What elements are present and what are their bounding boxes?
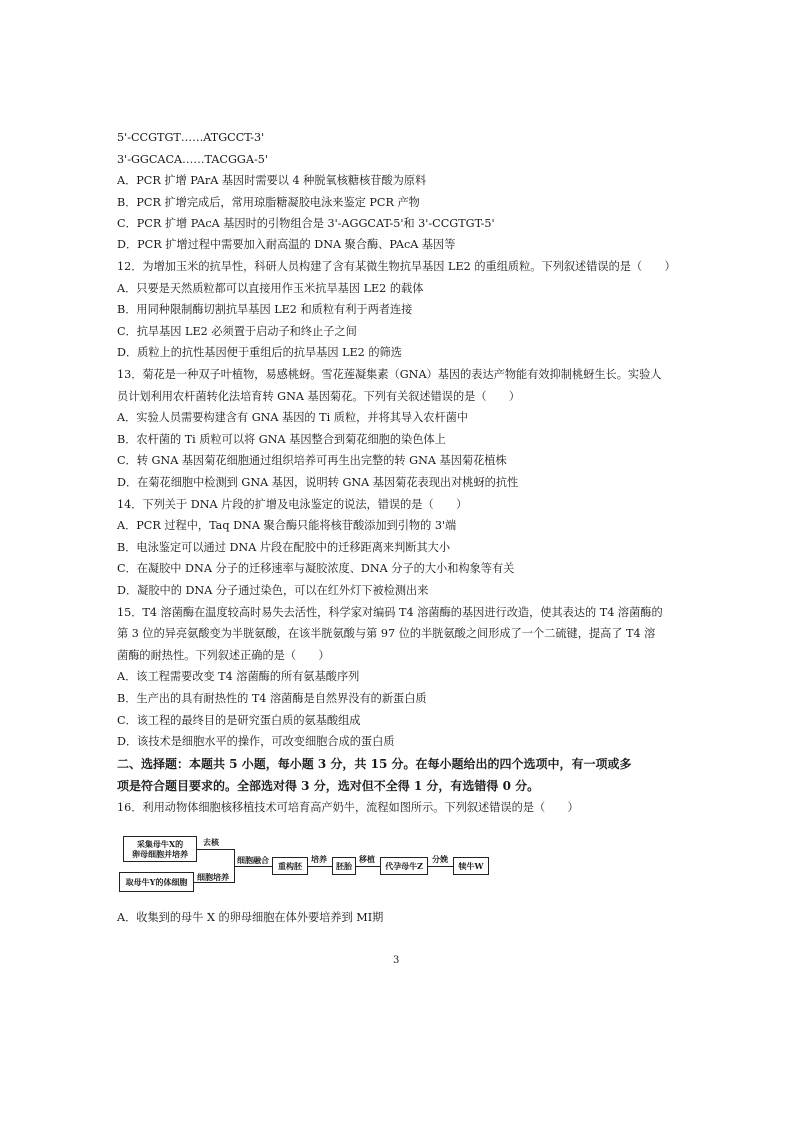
q14-option-a: A．PCR 过程中，Taq DNA 聚合酶只能将核苷酸添加到引物的 3'端 — [117, 519, 457, 532]
q14-option-c: C．在凝胶中 DNA 分子的迁移速率与凝胶浓度、DNA 分子的大小和构象等有关 — [117, 562, 515, 575]
connector-x — [197, 849, 235, 850]
q14-option-b: B．电泳鉴定可以通过 DNA 片段在配胶中的迁移距离来判断其大小 — [117, 541, 451, 554]
sequence-line-1: 5'-CCGTGT……ATGCCT-3' — [117, 131, 265, 144]
q11-option-a: A．PCR 扩增 PArA 基因时需要以 4 种脱氧核糖核苷酸为原料 — [117, 174, 427, 187]
q11-option-d: D．PCR 扩增过程中需要加入耐高温的 DNA 聚合酶、PAcA 基因等 — [117, 238, 456, 251]
q15-stem-3: 菌酶的耐热性。下列叙述正确的是（ ） — [117, 649, 330, 662]
q13-option-a: A．实验人员需要构建含有 GNA 基因的 Ti 质粒，并将其导入农杆菌中 — [117, 411, 469, 424]
q15-stem-1: 15．T4 溶菌酶在温度较高时易失去活性，科学家对编码 T4 溶菌酶的基因进行改造，使其表达的 T4 溶菌酶的 — [117, 606, 663, 619]
q12-stem: 12．为增加玉米的抗旱性，科研人员构建了含有某微生物抗旱基因 LE2 的重组质粒。下列叙述错误的是（ ） — [117, 260, 676, 273]
label-birth: 分娩 — [432, 854, 448, 864]
box-embryo: 胚胎 — [332, 857, 356, 875]
section-heading-line-1: 二、选择题：本题共 5 小题，每小题 3 分，共 15 分。在每小题给出的四个选项中，有一项或多 — [117, 757, 632, 771]
q13-option-d: D．在菊花细胞中检测到 GNA 基因，说明转 GNA 基因菊花表现出对桃蚜的抗性 — [117, 476, 519, 489]
connector-birth — [428, 866, 453, 867]
q14-option-d: D．凝胶中的 DNA 分子通过染色，可以在红外灯下被检测出来 — [117, 584, 429, 597]
q15-option-b: B．生产出的具有耐热性的 T4 溶菌酶是自然界没有的新蛋白质 — [117, 692, 427, 705]
label-culture: 培养 — [311, 854, 327, 864]
q15-option-a: A．该工程需要改变 T4 溶菌酶的所有氨基酸序列 — [117, 670, 360, 683]
q16-stem: 16．利用动物体细胞核移植技术可培育高产奶牛，流程如图所示。下列叙述错误的是（ ） — [117, 801, 579, 814]
box-mother-y-somatic-cells: 取母牛Y的体细胞 — [119, 872, 194, 892]
q13-stem-2: 员计划利用农杆菌转化法培育转 GNA 基因菊花。下列有关叙述错误的是（ ） — [117, 390, 521, 403]
box-mother-x-line-1: 采集母牛X的 — [136, 839, 184, 849]
q14-stem: 14．下列关于 DNA 片段的扩增及电泳鉴定的说法，错误的是（ ） — [117, 498, 468, 511]
q12-option-c: C．抗旱基因 LE2 必须置于启动子和终止子之间 — [117, 325, 357, 338]
q11-option-c: C．PCR 扩增 PAcA 基因时的引物组合是 3'-AGGCAT-5'和 3'-CCGTGT-5' — [117, 217, 495, 230]
box-mother-x-line-2: 卵母细胞并培养 — [132, 849, 188, 859]
q13-option-c: C．转 GNA 基因菊花细胞通过组织培养可再生出完整的转 GNA 基因菊花植株 — [117, 454, 507, 467]
connector-transfer — [356, 866, 380, 867]
q11-option-b: B．PCR 扩增完成后，常用琼脂糖凝胶电泳来鉴定 PCR 产物 — [117, 196, 420, 209]
label-cell-culture: 细胞培养 — [197, 872, 229, 882]
connector-to-recon — [234, 866, 272, 867]
q15-stem-2: 第 3 位的异亮氨酸变为半胱氨酸，在该半胱氨酸与第 97 位的半胱氨酸之间形成了一个二硫键，提高了 T4 溶 — [117, 627, 656, 640]
q13-option-b: B．农杆菌的 Ti 质粒可以将 GNA 基因整合到菊花细胞的染色体上 — [117, 433, 446, 446]
q15-option-d: D．该技术是细胞水平的操作，可改变细胞合成的蛋白质 — [117, 735, 395, 748]
sequence-line-2: 3'-GGCACA……TACGGA-5' — [117, 153, 268, 166]
label-transfer: 移植 — [359, 854, 375, 864]
q12-option-d: D．质粒上的抗性基因便于重组后的抗旱基因 LE2 的筛选 — [117, 346, 402, 359]
box-reconstructed-embryo: 重构胚 — [272, 857, 308, 875]
q15-option-c: C．该工程的最终目的是研究蛋白质的氨基酸组成 — [117, 714, 361, 727]
connector-y — [194, 882, 235, 883]
box-surrogate-z: 代孕母牛Z — [380, 857, 428, 875]
box-mother-x-oocytes — [123, 836, 197, 862]
q12-option-b: B．用同种限制酶切割抗旱基因 LE2 和质粒有利于两者连接 — [117, 303, 413, 316]
q13-stem-1: 13．菊花是一种双子叶植物，易感桃蚜。雪花莲凝集素（GNA）基因的表达产物能有效抑制桃蚜生长。实验人 — [117, 368, 662, 381]
q12-option-a: A．只要是天然质粒都可以直接用作玉米抗旱基因 LE2 的载体 — [117, 282, 424, 295]
page-number: 3 — [393, 955, 400, 966]
box-calf-w: 犊牛W — [453, 857, 489, 875]
q16-option-a: A．收集到的母牛 X 的卵母细胞在体外要培养到 MⅠ期 — [117, 911, 384, 924]
section-heading-line-2: 项是符合题目要求的。全部选对得 3 分，选对但不全得 1 分，有选错得 0 分。 — [117, 779, 540, 793]
label-enucleate: 去核 — [203, 837, 219, 847]
label-cell-fusion: 细胞融合 — [237, 855, 269, 865]
connector-culture — [308, 866, 332, 867]
